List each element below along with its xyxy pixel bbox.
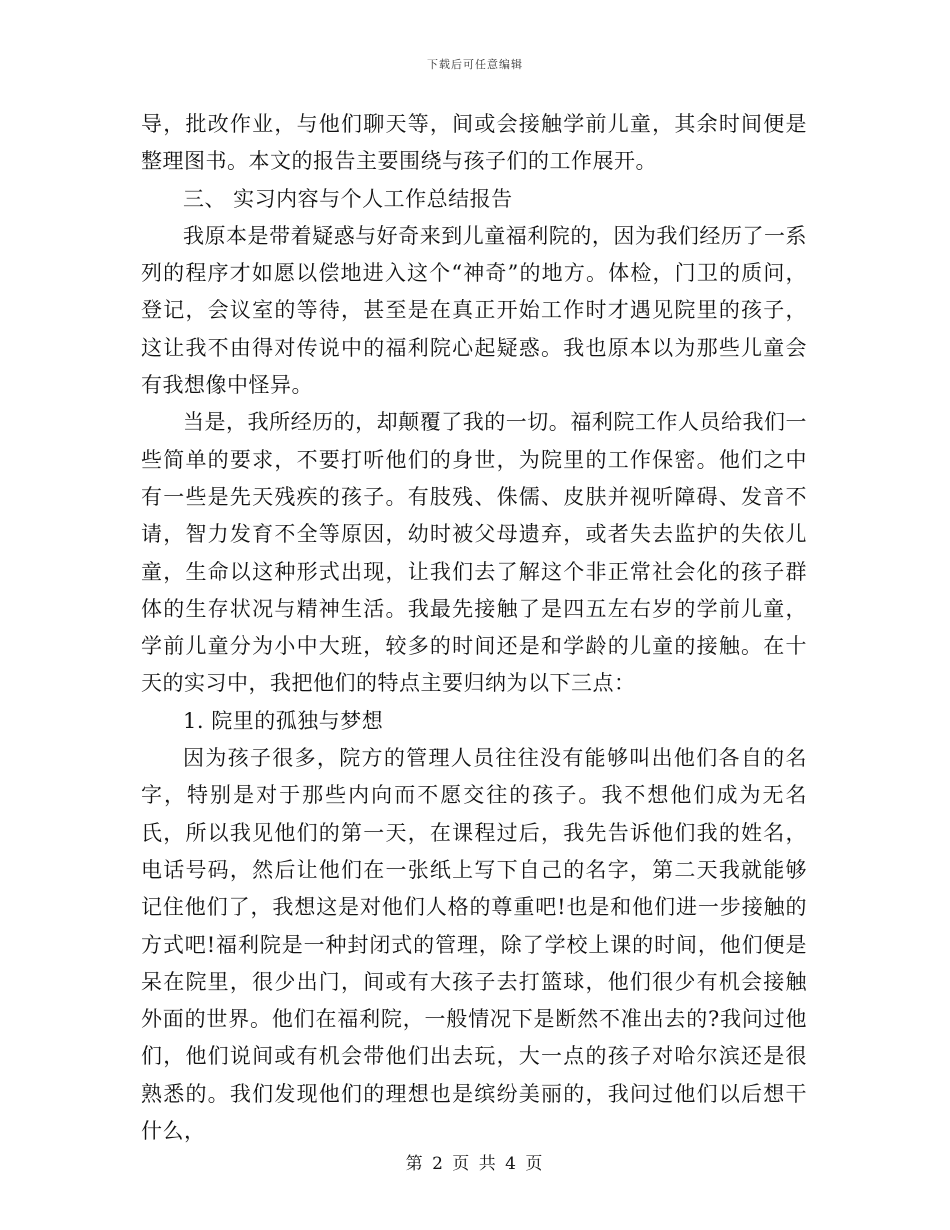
page-number-footer: 第 2 页 共 4 页 [405,1154,545,1174]
paragraph-continued: 导，批改作业，与他们聊天等，间或会接触学前儿童，其余时间便是整理图书。本文的报告主要围绕与孩子们的工作展开。 [141,112,807,174]
page-header: 下载后可任意编辑 [427,58,523,71]
document-body [141,106,807,1150]
section-heading: 三、 实习内容与个人工作总结报告 [183,186,513,211]
paragraph: 因为孩子很多，院方的管理人员往往没有能够叫出他们各自的名字，特别是对于那些内向而不愿交往的孩子。我不想他们成为无名氏，所以我见他们的第一天，在课程过后，我先告诉他们我的姓名，电话号码，然后让他们在一张纸上写下自己的名字，第二天我就能够记住他们了，我想这是对他们人格的尊重吧!也是和他们进一步接触的方式吧!福利院是一种封闭式的管理，除了学校上课的时间，他们便是呆在院里，很少出门，间或有大孩子去打篮球，他们很少有机会接触外面的世界。他们在福利院，一般情况下是断然不准出去的?我问过他们，他们说间或有机会带他们出去玩，大一点的孩子对哈尔滨还是很熟悉的。我们发现他们的理想也是缤纷美丽的，我问过他们以后想干什么， [141,746,807,1144]
subsection-heading: 1. 院里的孤独与梦想 [183,708,384,733]
paragraph: 当是，我所经历的，却颠覆了我的一切。福利院工作人员给我们一些简单的要求，不要打听他们的身世，为院里的工作保密。他们之中有一些是先天残疾的孩子。有肢残、侏儒、皮肤并视听障碍、发音不请，智力发育不全等原因，幼时被父母遗弃，或者失去监护的失依儿童，生命以这种形式出现，让我们去了解这个非正常社会化的孩子群体的生存状况与精神生活。我最先接触了是四五左右岁的学前儿童，学前儿童分为小中大班，较多的时间还是和学龄的儿童的接触。在十天的实习中，我把他们的特点主要归纳为以下三点： [141,410,807,696]
paragraph: 我原本是带着疑惑与好奇来到儿童福利院的，因为我们经历了一系列的程序才如愿以偿地进入这个“神奇”的地方。体检，门卫的质问，登记，会议室的等待，甚至是在真正开始工作时才遇见院里的孩子，这让我不由得对传说中的福利院心起疑惑。我也原本以为那些儿童会有我想像中怪异。 [141,223,807,398]
